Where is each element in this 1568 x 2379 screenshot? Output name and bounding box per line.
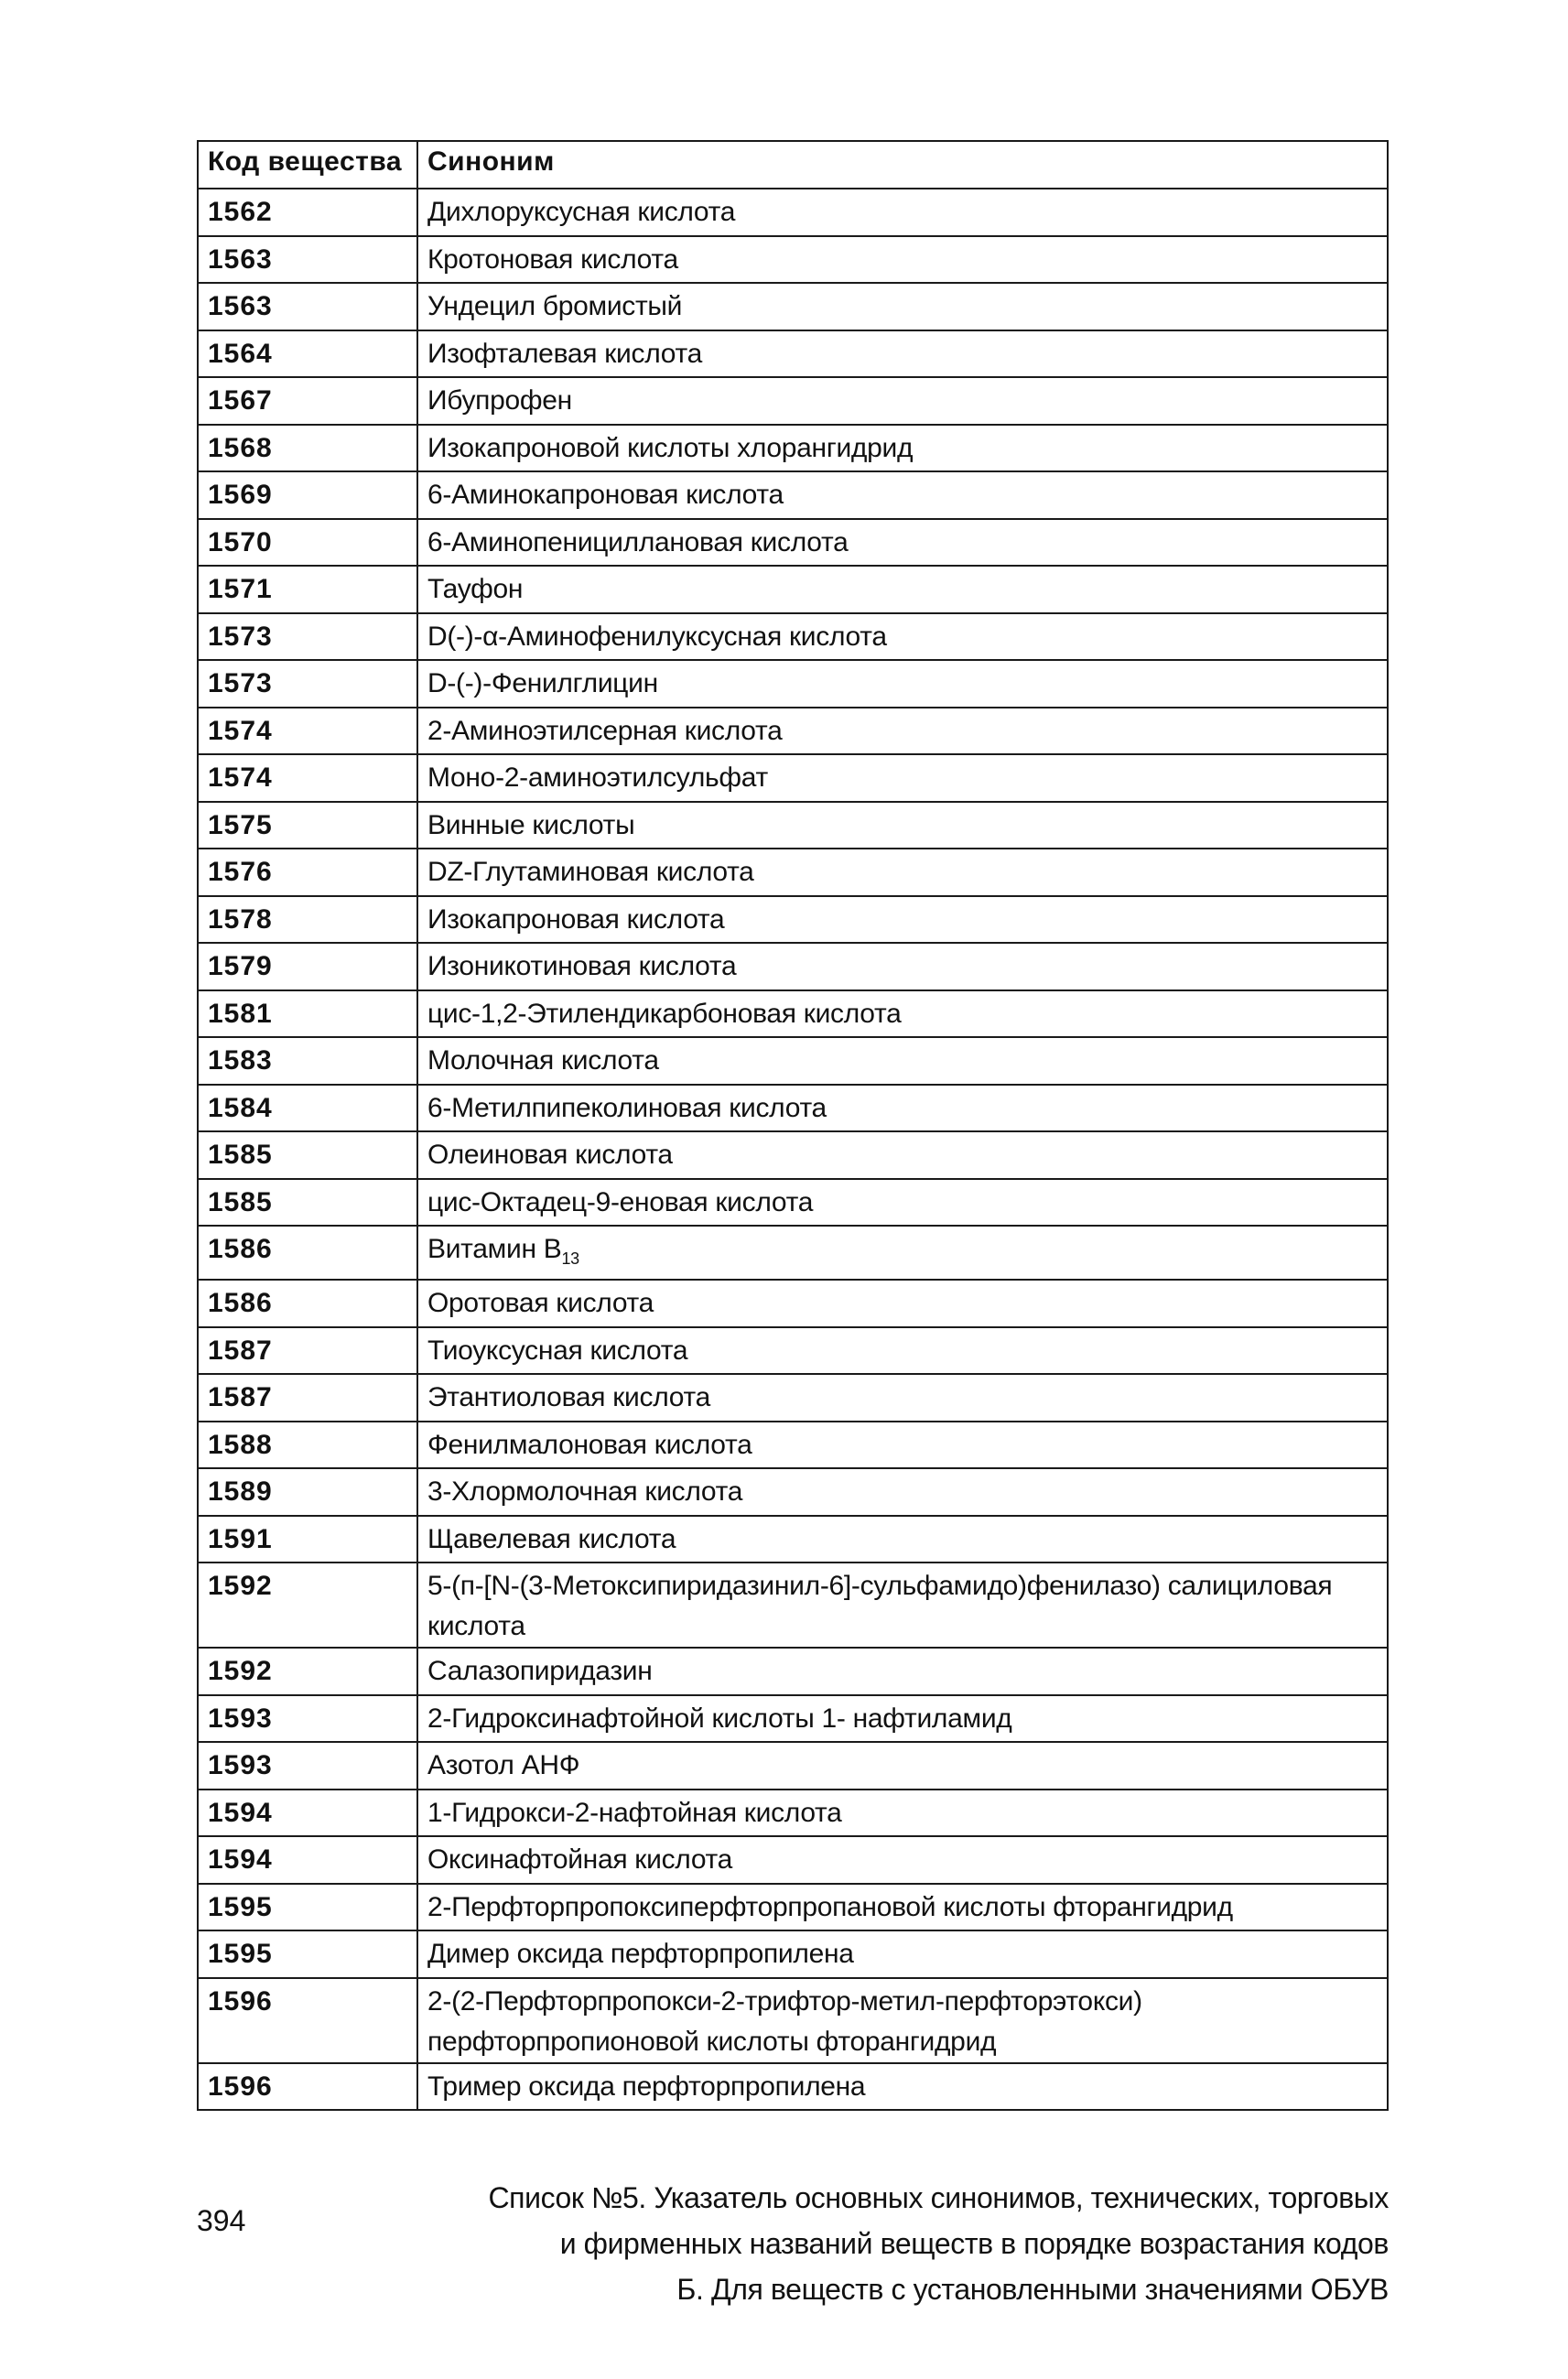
substance-code: 1571: [198, 566, 417, 613]
table-row: [198, 1085, 1388, 1132]
table-row: [198, 896, 1388, 944]
synonym: Изокапроновая кислота: [417, 896, 1388, 944]
substance-code: 1593: [198, 1742, 417, 1790]
synonym: 3-Хлормолочная кислота: [417, 1468, 1388, 1516]
caption-line: и фирменных названий веществ в порядке возрастания кодов: [559, 2227, 1389, 2260]
table-row: [198, 708, 1388, 755]
table-row: [198, 1836, 1388, 1884]
synonym: Оротовая кислота: [417, 1280, 1388, 1327]
substance-code: 1574: [198, 708, 417, 755]
table-row: [198, 754, 1388, 802]
synonym: 5-(п-[N-(3-Метоксипиридазинил-6]-сульфамидо)фенилазо) салициловая кислота: [417, 1563, 1388, 1648]
caption-line: Б. Для веществ с установленными значениями ОБУВ: [676, 2273, 1389, 2306]
substance-code: 1585: [198, 1131, 417, 1179]
table-row: [198, 330, 1388, 378]
synonym: цис-1,2-Этилендикарбоновая кислота: [417, 990, 1388, 1038]
table-row: [198, 1790, 1388, 1837]
substance-code: 1593: [198, 1695, 417, 1743]
synonym: Оксинафтойная кислота: [417, 1836, 1388, 1884]
synonym: Дихлоруксусная кислота: [417, 189, 1388, 236]
page-number: 394: [197, 2204, 246, 2237]
substance-code: 1587: [198, 1374, 417, 1422]
synonym: 6-Аминокапроновая кислота: [417, 471, 1388, 519]
caption-line: Список №5. Указатель основных синонимов, технических, торговых: [488, 2181, 1389, 2214]
substance-code: 1596: [198, 2063, 417, 2111]
table-row: [198, 471, 1388, 519]
synonym: Ибупрофен: [417, 377, 1388, 425]
substance-code: 1567: [198, 377, 417, 425]
table-row: [198, 1037, 1388, 1085]
synonym: 2-(2-Перфторпропокси-2-трифтор-метил-перфторэтокси) перфторпропионовой кислоты фторангидрид: [417, 1978, 1388, 2063]
substance-code: 1562: [198, 189, 417, 236]
substance-code: 1573: [198, 613, 417, 661]
synonym: Этантиоловая кислота: [417, 1374, 1388, 1422]
table-row: [198, 1884, 1388, 1931]
table-row: [198, 943, 1388, 990]
table-row: [198, 1695, 1388, 1743]
substance-code: 1594: [198, 1790, 417, 1837]
table-row: [198, 377, 1388, 425]
substance-code: 1587: [198, 1327, 417, 1375]
table-header-row: [198, 141, 1388, 189]
table-row: [198, 1179, 1388, 1227]
table-body: [198, 189, 1388, 2110]
synonym: Фенилмалоновая кислота: [417, 1422, 1388, 1469]
table-row: [198, 1226, 1388, 1280]
synonym: Щавелевая кислота: [417, 1516, 1388, 1563]
table-row: [198, 236, 1388, 284]
substance-code: 1564: [198, 330, 417, 378]
synonym: 2-Аминоэтилсерная кислота: [417, 708, 1388, 755]
header-code: Код вещества: [198, 141, 417, 189]
synonym-subscript: 13: [561, 1249, 579, 1268]
synonym: Винные кислоты: [417, 802, 1388, 849]
substance-code: 1588: [198, 1422, 417, 1469]
synonym: Изокапроновой кислоты хлорангидрид: [417, 425, 1388, 472]
synonym: цис-Октадец-9-еновая кислота: [417, 1179, 1388, 1227]
synonym: Изофталевая кислота: [417, 330, 1388, 378]
synonym: Тауфон: [417, 566, 1388, 613]
table-row: [198, 1516, 1388, 1563]
table-row: [198, 1930, 1388, 1978]
substance-code: 1586: [198, 1280, 417, 1327]
synonym: Моно-2-аминоэтилсульфат: [417, 754, 1388, 802]
synonym: 6-Аминопенициллановая кислота: [417, 519, 1388, 567]
table-row: [198, 1374, 1388, 1422]
page-caption: [382, 2175, 1389, 2312]
table-row: [198, 1468, 1388, 1516]
table-row: [198, 1422, 1388, 1469]
table-row: [198, 1563, 1388, 1648]
substance-code: 1568: [198, 425, 417, 472]
substance-code: 1586: [198, 1226, 417, 1280]
table-row: [198, 566, 1388, 613]
substance-code: 1579: [198, 943, 417, 990]
synonym: Тиоуксусная кислота: [417, 1327, 1388, 1375]
table-row: [198, 1742, 1388, 1790]
substance-code: 1584: [198, 1085, 417, 1132]
table-row: [198, 990, 1388, 1038]
table-row: [198, 283, 1388, 330]
synonym: 2-Перфторпропоксиперфторпропановой кислоты фторангидрид: [417, 1884, 1388, 1931]
table-row: [198, 1280, 1388, 1327]
table-row: [198, 1648, 1388, 1695]
table-row: [198, 2063, 1388, 2111]
substance-code: 1575: [198, 802, 417, 849]
substance-code: 1589: [198, 1468, 417, 1516]
substance-code: 1595: [198, 1884, 417, 1931]
synonym: Димер оксида перфторпропилена: [417, 1930, 1388, 1978]
table-row: [198, 849, 1388, 896]
substance-code: 1563: [198, 236, 417, 284]
synonym-text: Витамин B: [427, 1234, 562, 1264]
table-row: [198, 660, 1388, 708]
synonym: [417, 1226, 1388, 1280]
synonym: Молочная кислота: [417, 1037, 1388, 1085]
synonym: DZ-Глутаминовая кислота: [417, 849, 1388, 896]
synonym: Азотол АНФ: [417, 1742, 1388, 1790]
substance-code: 1563: [198, 283, 417, 330]
synonym: Кротоновая кислота: [417, 236, 1388, 284]
substance-code: 1570: [198, 519, 417, 567]
substance-code: 1585: [198, 1179, 417, 1227]
substance-code: 1596: [198, 1978, 417, 2063]
substance-code: 1578: [198, 896, 417, 944]
synonym: 2-Гидроксинафтойной кислоты 1- нафтиламид: [417, 1695, 1388, 1743]
substance-code: 1592: [198, 1563, 417, 1648]
synonym-table-container: [197, 140, 1389, 2111]
substance-code: 1591: [198, 1516, 417, 1563]
table-row: [198, 1327, 1388, 1375]
table-row: [198, 425, 1388, 472]
synonym: Ундецил бромистый: [417, 283, 1388, 330]
synonym: Тример оксида перфторпропилена: [417, 2063, 1388, 2111]
table-row: [198, 802, 1388, 849]
table-row: [198, 1978, 1388, 2063]
substance-code: 1576: [198, 849, 417, 896]
substance-code: 1595: [198, 1930, 417, 1978]
substance-code: 1574: [198, 754, 417, 802]
table-row: [198, 1131, 1388, 1179]
synonym: D(-)-α-Аминофенилуксусная кислота: [417, 613, 1388, 661]
substance-code: 1581: [198, 990, 417, 1038]
synonym: D-(-)-Фенилглицин: [417, 660, 1388, 708]
substance-code: 1583: [198, 1037, 417, 1085]
table-row: [198, 189, 1388, 236]
substance-code: 1592: [198, 1648, 417, 1695]
synonym: 1-Гидрокси-2-нафтойная кислота: [417, 1790, 1388, 1837]
substance-code: 1573: [198, 660, 417, 708]
substance-code: 1594: [198, 1836, 417, 1884]
synonym: 6-Метилпипеколиновая кислота: [417, 1085, 1388, 1132]
synonym-table: [197, 140, 1389, 2111]
table-row: [198, 613, 1388, 661]
synonym: Изоникотиновая кислота: [417, 943, 1388, 990]
header-synonym: Синоним: [417, 141, 1388, 189]
synonym: Салазопиридазин: [417, 1648, 1388, 1695]
synonym: Олеиновая кислота: [417, 1131, 1388, 1179]
table-row: [198, 519, 1388, 567]
substance-code: 1569: [198, 471, 417, 519]
